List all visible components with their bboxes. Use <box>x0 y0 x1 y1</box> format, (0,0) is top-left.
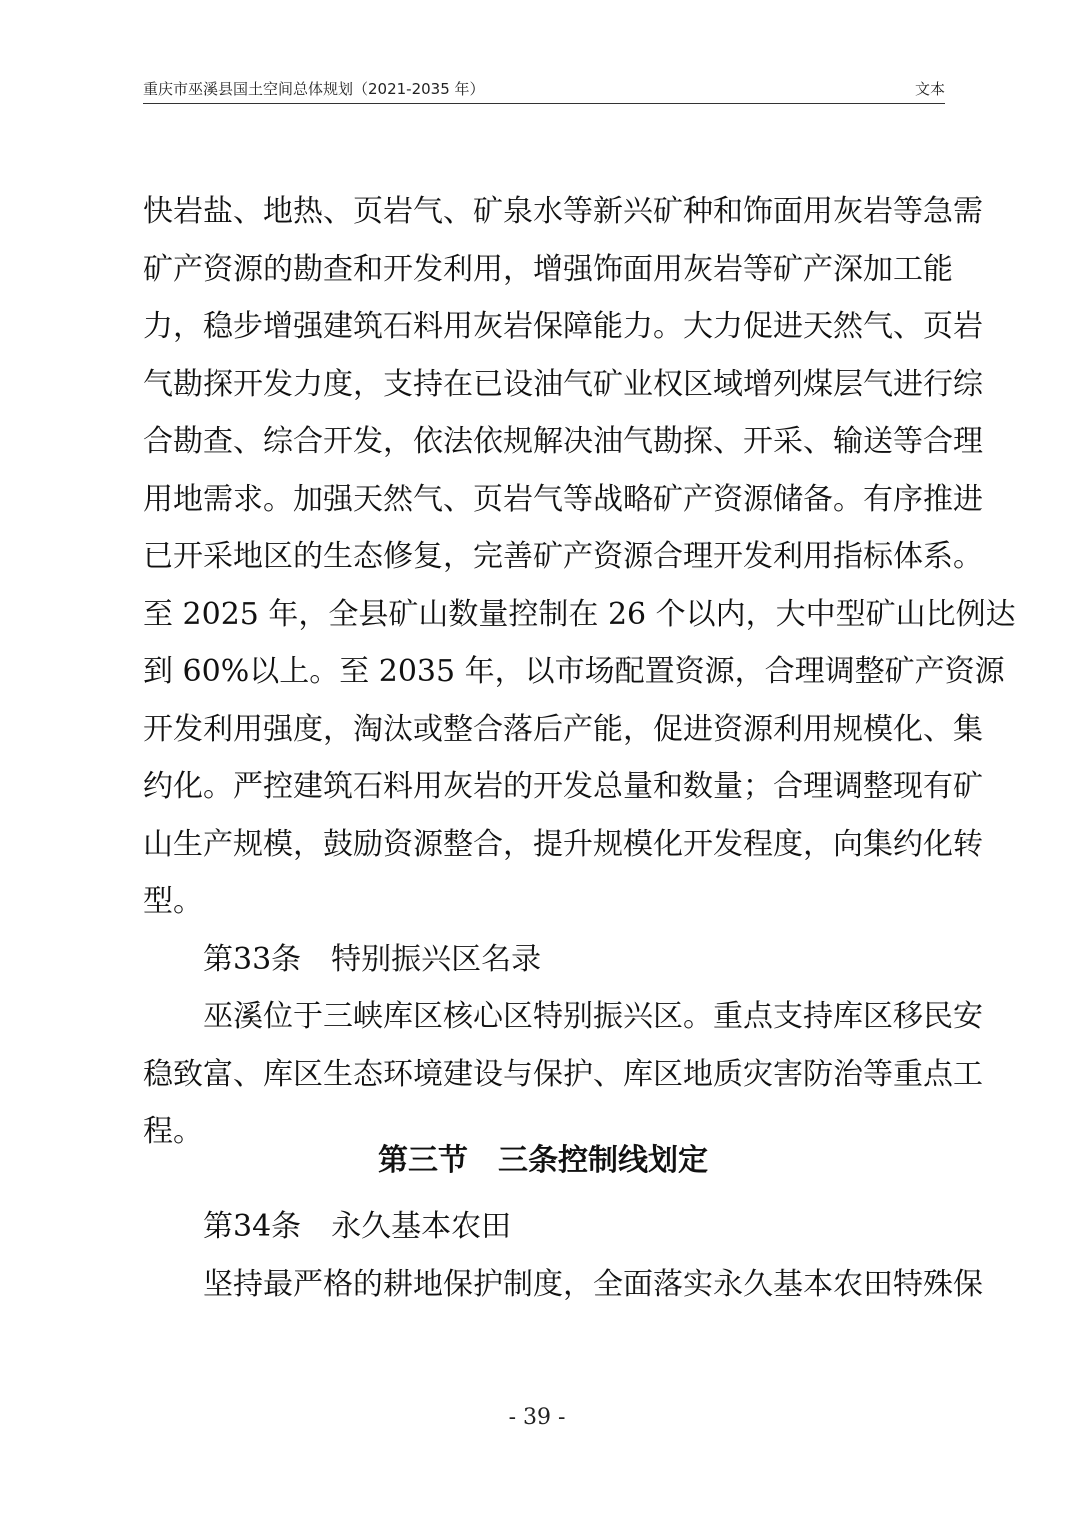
paragraph-line: 至 2025 年，全县矿山数量控制在 26 个以内，大中型矿山比例达 <box>143 596 1016 632</box>
article-34-line: 坚持最严格的耕地保护制度，全面落实永久基本农田特殊保 <box>203 1266 983 1302</box>
article-33-line: 稳致富、库区生态环境建设与保护、库区地质灾害防治等重点工 <box>143 1056 983 1092</box>
header-divider <box>143 103 945 104</box>
article-33-line: 巫溪位于三峡库区核心区特别振兴区。重点支持库区移民安 <box>203 999 983 1034</box>
article-34-title: 第34条 永久基本农田 <box>203 1209 512 1244</box>
paragraph-line: 开发利用强度，淘汰或整合落后产能，促进资源利用规模化、集 <box>143 711 983 747</box>
paragraph-line: 已开采地区的生态修复，完善矿产资源合理开发利用指标体系。 <box>143 539 983 574</box>
document-title: 重庆市巫溪县国土空间总体规划（2021-2035 年） <box>143 80 485 98</box>
paragraph-line: 型。 <box>143 884 203 919</box>
article-33-title: 第33条 特别振兴区名录 <box>203 941 542 977</box>
body-text-lower <box>143 1198 983 1313</box>
paragraph-line: 用地需求。加强天然气、页岩气等战略矿产资源储备。有序推进 <box>143 481 983 517</box>
paragraph-line: 山生产规模，鼓励资源整合，提升规模化开发程度，向集约化转 <box>143 826 983 862</box>
paragraph-line: 到 60%以上。至 2035 年，以市场配置资源，合理调整矿产资源 <box>143 654 1005 689</box>
paragraph-line: 矿产资源的勘查和开发利用，增强饰面用灰岩等矿产深加工能 <box>143 251 953 287</box>
page-header <box>143 76 945 100</box>
article-33-line: 程。 <box>143 1114 203 1149</box>
paragraph-line: 快岩盐、地热、页岩气、矿泉水等新兴矿种和饰面用灰岩等急需 <box>143 194 983 229</box>
paragraph-line: 气勘探开发力度，支持在已设油气矿业权区域增列煤层气进行综 <box>143 366 983 402</box>
body-text-upper <box>143 183 1016 1161</box>
document-type-label: 文本 <box>914 80 945 98</box>
paragraph-line: 约化。严控建筑石料用灰岩的开发总量和数量；合理调整现有矿 <box>143 769 983 804</box>
section-heading: 第三节 三条控制线划定 <box>378 1143 708 1178</box>
page-number: - 39 - <box>508 1405 566 1430</box>
paragraph-line: 合勘查、综合开发，依法依规解决油气勘探、开采、输送等合理 <box>143 424 983 459</box>
paragraph-line: 力，稳步增强建筑石料用灰岩保障能力。大力促进天然气、页岩 <box>143 309 983 344</box>
